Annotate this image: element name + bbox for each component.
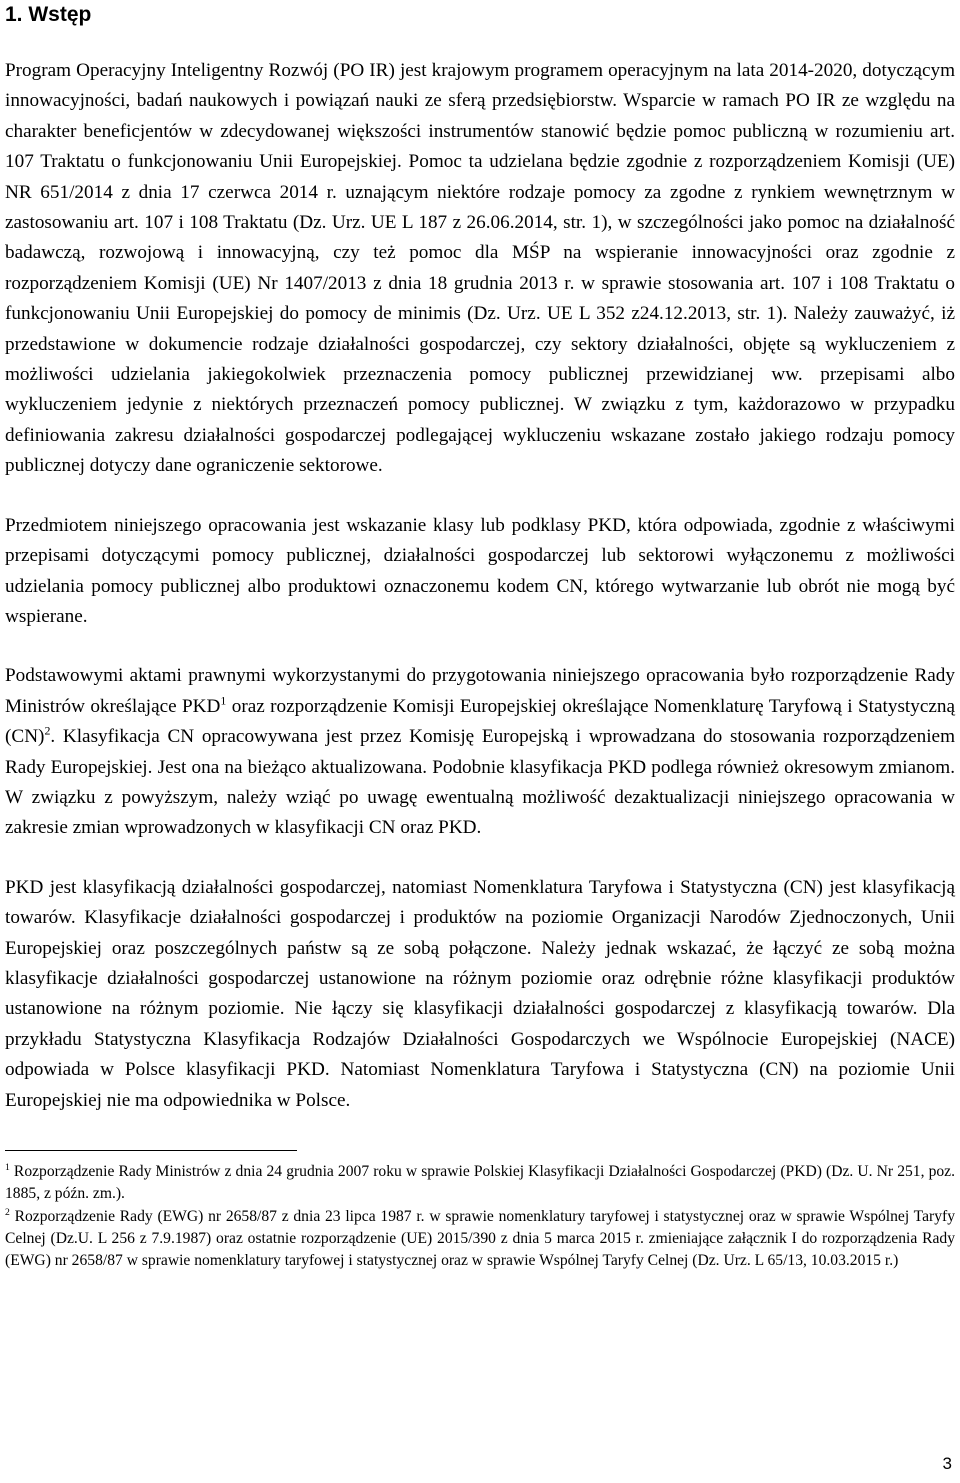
footnote-1 bbox=[5, 1161, 955, 1206]
paragraph-legal-acts-part1: Podstawowymi aktami prawnymi wykorzystanymi do przygotowania niniejszego opracowania było rozporządzenie Rady Ministrów określające PKD bbox=[5, 665, 955, 717]
paragraph-subject: Przedmiotem niniejszego opracowania jest wskazanie klasy lub podklasy PKD, która odpowiada, zgodnie z właściwymi przepisami dotyczącymi pomocy publicznej, działalności gospodarczej lub sektorowi wyłączonemu z możliwości udzielania pomocy publicznej albo produktowi oznaczonemu kodem CN, którego wytwarzanie lub obrót nie mogą być wspierane. bbox=[5, 514, 955, 627]
paragraph-classifications: PKD jest klasyfikacją działalności gospodarczej, natomiast Nomenklatura Taryfowa i Statystyczna (CN) jest klasyfikacją towarów. Klasyfikacje działalności gospodarczej i produktów na poziomie Organizacji Narodów Zjednoczonych, Unii Europejskiej oraz poszczególnych państw są ze sobą połączone. Należy jednak wskazać, że łączyć ze sobą można klasyfikacje działalności gospodarczej ustanowione na różnym poziomie oraz odrębnie różne klasyfikacji produktów ustanowione na różnym poziomie. Nie łączy się klasyfikacji działalności gospodarczej z klasyfikacją towarów. Dla przykładu Statystyczna Klasyfikacja Rodzajów Działalności Gospodarczych we Wspólnocie Europejskiej (NACE) odpowiada w Polsce klasyfikacji PKD. Natomiast Nomenklatura Taryfowa i Statystyczna (CN) na poziomie Unii Europejskiej nie ma odpowiednika w Polsce. bbox=[5, 876, 955, 1111]
footnote-ref-1[interactable]: 1 bbox=[220, 693, 227, 708]
section-heading: 1. Wstęp bbox=[5, 3, 92, 26]
page-number: 3 bbox=[942, 1454, 952, 1473]
paragraph-legal-acts-part2: oraz rozporządzenie Komisji Europejskiej określające Nomenklaturę Taryfową i Statystyczną (CN) bbox=[5, 695, 955, 748]
footnote-2 bbox=[5, 1206, 955, 1273]
footnote-2-text: Rozporządzenie Rady (EWG) nr 2658/87 z dnia 23 lipca 1987 r. w sprawie nomenklatury taryfowej i statystycznej oraz w sprawie Wspólnej Taryfy Celnej (Dz.U. L 256 z 7.9.1987) oraz ostatnie rozporządzenie (UE) 2015/390 z dnia 5 marca 2015 r. zmieniające załącznik I do rozporządzenia Rady (EWG) nr 2658/87 w sprawie nomenklatury taryfowej i statystycznej oraz w sprawie Wspólnej Taryfy Celnej (Dz. Urz. L 65/13, 10.03.2015 r.) bbox=[5, 1207, 955, 1270]
paragraph-legal-acts-part3: . Klasyfikacja CN opracowywana jest przez Komisję Europejską i wprowadzana do stosowania rozporządzeniem Rady Europejskiej. Jest ona na bieżąco aktualizowana. Podobnie klasyfikacja PKD podlega również okresowym zmianom. W związku z powyższym, należy wziąć po uwagę ewentualną możliwość dezaktualizacji niniejszego opracowania w zakresie zmian wprowadzonych w klasyfikacji CN oraz PKD. bbox=[5, 726, 955, 839]
footnote-1-number: 1 bbox=[5, 1161, 10, 1173]
footnote-ref-2[interactable]: 2 bbox=[44, 723, 51, 738]
footnote-divider bbox=[5, 1150, 297, 1151]
footnote-2-number: 2 bbox=[5, 1206, 10, 1218]
document-page bbox=[5, 0, 955, 1272]
paragraph-legal-acts bbox=[5, 661, 955, 843]
paragraph-intro: Program Operacyjny Inteligentny Rozwój (PO IR) jest krajowym programem operacyjnym na lata 2014-2020, dotyczącym innowacyjności, badań naukowych i powiązań nauki ze sferą przedsiębiorstw. Wsparcie w ramach PO IR ze względu na charakter beneficjentów w zdecydowanej większości instrumentów stanowić będzie pomoc publiczną w rozumieniu art. 107 Traktatu o funkcjonowaniu Unii Europejskiej. Pomoc ta udzielana będzie zgodnie z rozporządzeniem Komisji (UE) NR 651/2014 z dnia 17 czerwca 2014 r. uznającym niektóre rodzaje pomocy za zgodne z rynkiem wewnętrznym w zastosowaniu art. 107 i 108 Traktatu (Dz. Urz. UE L 187 z 26.06.2014, str. 1), w szczególności jako pomoc na działalność badawczą, rozwojową i innowacyjną, czy też pomoc dla MŚP na wspieranie innowacyjności oraz zgodnie z rozporządzeniem Komisji (UE) Nr 1407/2013 z dnia 18 grudnia 2013 r. w sprawie stosowania art. 107 i 108 Traktatu o funkcjonowaniu Unii Europejskiej do pomocy de minimis (Dz. Urz. UE L 352 z24.12.2013, str. 1). Należy zauważyć, iż przedstawione w dokumencie rodzaje działalności gospodarczej, czy sektory działalności, objęte są wykluczeniem z możliwości udzielania jakiegokolwiek przeznaczenia pomocy publicznej przewidzianej ww. przepisami albo wykluczeniem jedynie z niektórych przeznaczeń pomocy publicznej. W związku z tym, każdorazowo w przypadku definiowania zakresu działalności gospodarczej podlegającej wykluczeniu wskazane zostało jakiego rodzaju pomocy publicznej dotyczy dane ograniczenie sektorowe. bbox=[5, 60, 955, 477]
footnote-1-text: Rozporządzenie Rady Ministrów z dnia 24 grudnia 2007 roku w sprawie Polskiej Klasyfikacji Działalności Gospodarczej (PKD) (Dz. U. Nr 251, poz. 1885, z późn. zm.). bbox=[5, 1163, 955, 1203]
